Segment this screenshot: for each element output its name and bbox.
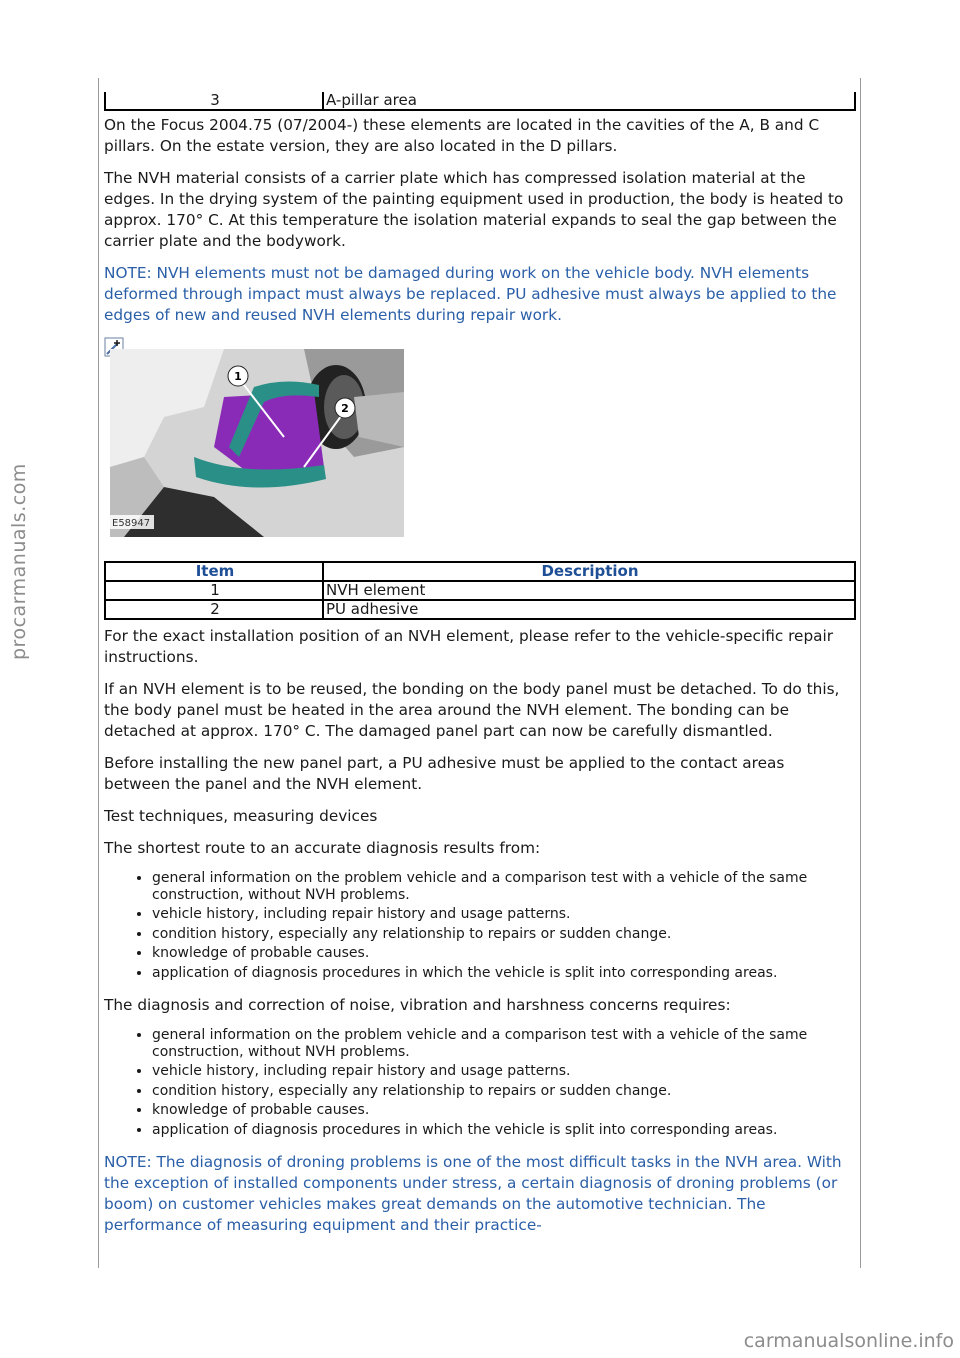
note-nvh-damage: NOTE: NVH elements must not be damaged during work on the vehicle body. NVH elements deformed through impact must always be replaced. PU adhesive must always be applied to the edges of new and reused NVH elements during repair work. bbox=[104, 264, 837, 324]
item-description-table bbox=[104, 561, 856, 620]
location-description: A-pillar area bbox=[323, 92, 855, 110]
page-content bbox=[104, 92, 854, 1247]
note-droning: NOTE: The diagnosis of droning problems is one of the most difficult tasks in the NVH area. With the exception of installed components under stress, a certain diagnosis of droning problems (or boom) on customer vehicles makes great demands on the automotive technician. The performance of measuring equipment and their practice- bbox=[104, 1153, 842, 1234]
section-heading-test-techniques: Test techniques, measuring devices bbox=[104, 807, 378, 825]
table-row bbox=[105, 92, 855, 110]
row-description: NVH element bbox=[323, 581, 855, 600]
diagnosis-list-1 bbox=[104, 870, 854, 981]
list-item: • knowledge of probable causes. bbox=[152, 945, 854, 962]
paragraph-adhesive: Before installing the new panel part, a PU adhesive must be applied to the contact areas between the panel and the NVH element. bbox=[104, 754, 785, 793]
paragraph-nvh-material: The NVH material consists of a carrier plate which has compressed isolation material at the edges. In the drying system of the painting equipment used in production, the body is heated to approx. 170° C. At this temperature the isolation material expands to seal the gap between the carrier plate and the bodywork. bbox=[104, 169, 844, 250]
row-item: 1 bbox=[105, 581, 323, 600]
nvh-illustration bbox=[104, 337, 414, 549]
list-item: • general information on the problem vehicle and a comparison test with a vehicle of the same construction, without NVH problems. bbox=[152, 870, 854, 903]
figure-code: E58947 bbox=[112, 518, 151, 529]
paragraph-installation-position: For the exact installation position of an NVH element, please refer to the vehicle-specific repair instructions. bbox=[104, 627, 834, 666]
list-item: • knowledge of probable causes. bbox=[152, 1102, 854, 1119]
right-margin-line bbox=[860, 78, 861, 1268]
row-description: PU adhesive bbox=[323, 600, 855, 619]
bottom-watermark: carmanualsonline.info bbox=[743, 1330, 954, 1352]
table-header-row bbox=[105, 562, 855, 581]
paragraph-requires: The diagnosis and correction of noise, vibration and harshness concerns requires: bbox=[104, 996, 731, 1014]
table-row bbox=[105, 581, 855, 600]
paragraph-focus-location: On the Focus 2004.75 (07/2004-) these elements are located in the cavities of the A, B and C pillars. On the estate version, they are also located in the D pillars. bbox=[104, 116, 820, 155]
paragraph-shortest-route: The shortest route to an accurate diagnosis results from: bbox=[104, 839, 541, 857]
list-item: • vehicle history, including repair history and usage patterns. bbox=[152, 906, 854, 923]
row-item: 2 bbox=[105, 600, 323, 619]
paragraph-reuse: If an NVH element is to be reused, the bonding on the body panel must be detached. To do this, the body panel must be heated in the area around the NVH element. The bonding can be detached at approx. 170° C. The damaged panel part can now be carefully dismantled. bbox=[104, 680, 840, 740]
list-item: • general information on the problem vehicle and a comparison test with a vehicle of the same construction, without NVH problems. bbox=[152, 1027, 854, 1060]
list-item: • application of diagnosis procedures in which the vehicle is split into corresponding areas. bbox=[152, 965, 854, 982]
left-margin-line bbox=[98, 78, 99, 1268]
callout-1-label: 1 bbox=[234, 370, 242, 383]
table-row bbox=[105, 600, 855, 619]
header-item: Item bbox=[105, 562, 323, 581]
list-item: • application of diagnosis procedures in which the vehicle is split into corresponding areas. bbox=[152, 1122, 854, 1139]
location-table bbox=[104, 92, 856, 111]
list-item: • vehicle history, including repair history and usage patterns. bbox=[152, 1063, 854, 1080]
location-number: 3 bbox=[105, 92, 323, 110]
list-item: • condition history, especially any relationship to repairs or sudden change. bbox=[152, 1083, 854, 1100]
list-item: • condition history, especially any relationship to repairs or sudden change. bbox=[152, 926, 854, 943]
side-watermark: procarmanuals.com bbox=[8, 463, 30, 660]
header-description: Description bbox=[323, 562, 855, 581]
diagnosis-list-2 bbox=[104, 1027, 854, 1138]
nvh-figure bbox=[104, 337, 854, 549]
callout-2-label: 2 bbox=[341, 402, 349, 415]
